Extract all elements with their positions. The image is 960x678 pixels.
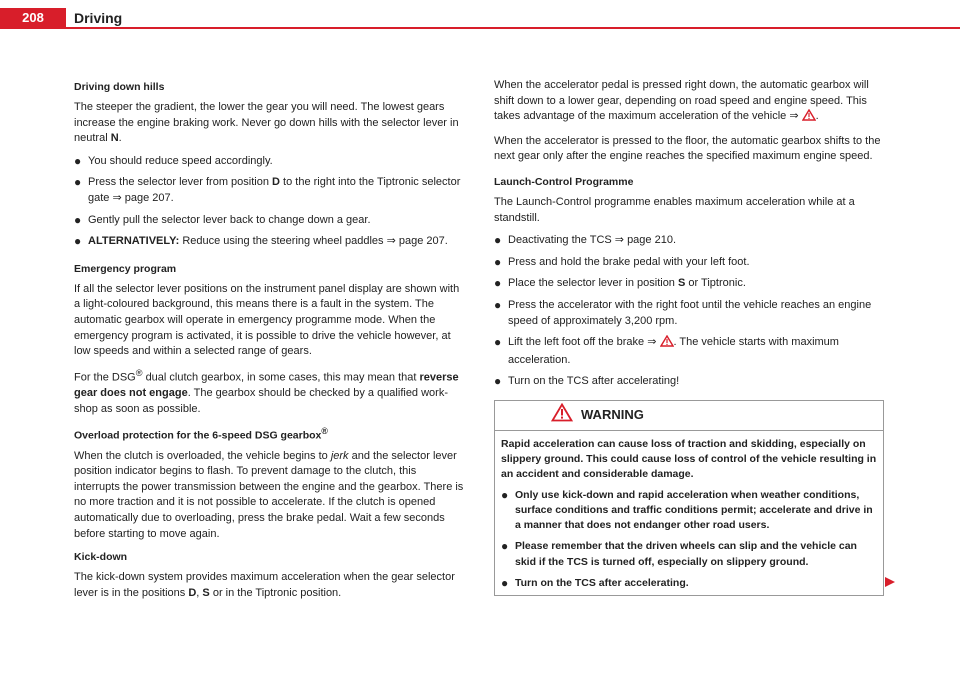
bullet-icon: ● (494, 276, 502, 291)
warning-list-item: ● Please remember that the driven wheels can slip and the vehicle can skid if the TCS is turned off, especially on slippery ground. (501, 539, 877, 569)
paragraph: When the accelerator pedal is pressed right down, the automatic gearbox will shift down to a lower gear, depending on road speed and engine speed. This takes advantage of the maximum acceleration of the vehicle ⇒ . (494, 78, 884, 127)
section-heading-overload-protection: Overload protection for the 6-speed DSG gearbox® (74, 426, 328, 442)
chapter-title: Driving (74, 10, 123, 26)
list-item: ● Lift the left foot off the brake ⇒ . The vehicle starts with maximum acceleration. (494, 335, 884, 368)
list-item: ● ALTERNATIVELY: Reduce using the steering wheel paddles ⇒ page 207. (74, 234, 448, 249)
paragraph: The kick-down system provides maximum acceleration when the gear selector lever is in the positions D, S or in the Tiptronic position. (74, 571, 455, 599)
bullet-icon: ● (74, 212, 82, 227)
continue-arrow-icon (884, 576, 896, 594)
bullet-icon: ● (494, 335, 502, 350)
page-header (0, 0, 960, 30)
bullet-icon: ● (494, 298, 502, 312)
section-heading-driving-down-hills: Driving down hills (74, 81, 165, 93)
warning-triangle-icon (802, 109, 816, 127)
warning-list-item: ● Turn on the TCS after accelerating. (501, 575, 689, 590)
warning-triangle-icon (660, 335, 674, 353)
list-item: ● Press and hold the brake pedal with your left foot. (494, 254, 750, 269)
warning-list-item: ● Only use kick-down and rapid acceleration when weather conditions, surface conditions and traffic conditions permit; accelerate and drive in a manner that does not endanger other road users. (501, 488, 877, 534)
bullet-icon: ● (74, 175, 82, 190)
paragraph: When the accelerator is pressed to the floor, the automatic gearbox shifts to the next gear only after the engine reaches the specified maximum engine speed. (494, 134, 881, 163)
paragraph: When the clutch is overloaded, the vehicle begins to jerk and the selector lever position indicator begins to flash. To prevent damage to the clutch, this interrupts the power transmission between the engine and the gearbox. There is no more traction and it is not possible to accelerate. If the clutch is opened automatically due to overloading, press the brake pedal. Wait a few seconds before starting to move again. (74, 449, 464, 540)
bullet-icon: ● (494, 374, 502, 389)
list-item: ● Gently pull the selector lever back to change down a gear. (74, 212, 371, 227)
bullet-icon: ● (74, 153, 82, 168)
bullet-icon: ● (494, 233, 502, 248)
warning-header (495, 401, 883, 431)
left-column (74, 78, 464, 608)
paragraph: The steeper the gradient, the lower the gear you will need. The lowest gears increase the engine braking work. Never go down hills with the selector lever in neutral N. (74, 100, 459, 145)
right-column (494, 78, 884, 596)
warning-paragraph: Rapid acceleration can cause loss of traction and skidding, especially on slippery ground. This could cause loss of control of the vehicle resulting in an accident and considerable damage. (501, 438, 877, 481)
warning-title: WARNING (581, 407, 644, 423)
bullet-icon: ● (494, 254, 502, 269)
paragraph: The Launch-Control programme enables maximum acceleration while at a standstill. (494, 195, 855, 224)
header-divider (0, 27, 960, 29)
section-heading-emergency-program: Emergency program (74, 262, 177, 275)
list-item: ● You should reduce speed accordingly. (74, 153, 273, 168)
bullet-icon: ● (74, 234, 82, 249)
bullet-icon: ● (501, 575, 509, 590)
list-item: ● Turn on the TCS after accelerating! (494, 374, 680, 389)
bullet-icon: ● (501, 539, 509, 554)
paragraph: For the DSG® dual clutch gearbox, in some cases, this may mean that reverse gear does not engage. The gearbox should be checked by a qualified work-shop as soon as possible. (74, 367, 459, 415)
list-item: ● Place the selector lever in position S or Tiptronic. (494, 276, 746, 291)
bullet-icon: ● (501, 487, 509, 502)
warning-body (495, 431, 883, 595)
list-item: ● Press the accelerator with the right foot until the vehicle reaches an engine speed of approximately 3,200 rpm. (494, 298, 884, 329)
page-number: 208 (0, 8, 66, 28)
section-heading-kick-down: Kick-down (74, 551, 128, 564)
paragraph: If all the selector lever positions on the instrument panel display are shown with a light-coloured background, this means there is a fault in the system. The automatic gearbox will operate in emergency programme mode. When the emergency program is activated, it is possible to drive the vehicle however, at low speeds and within a selected range of gears. (74, 282, 460, 358)
section-heading-launch-control: Launch-Control Programme (494, 176, 634, 189)
warning-box (494, 400, 884, 596)
list-item: ● Deactivating the TCS ⇒ page 210. (494, 233, 677, 248)
warning-triangle-icon (551, 403, 573, 428)
list-item: ● Press the selector lever from position D to the right into the Tiptronic selector gate ⇒ page 207. (74, 175, 464, 206)
